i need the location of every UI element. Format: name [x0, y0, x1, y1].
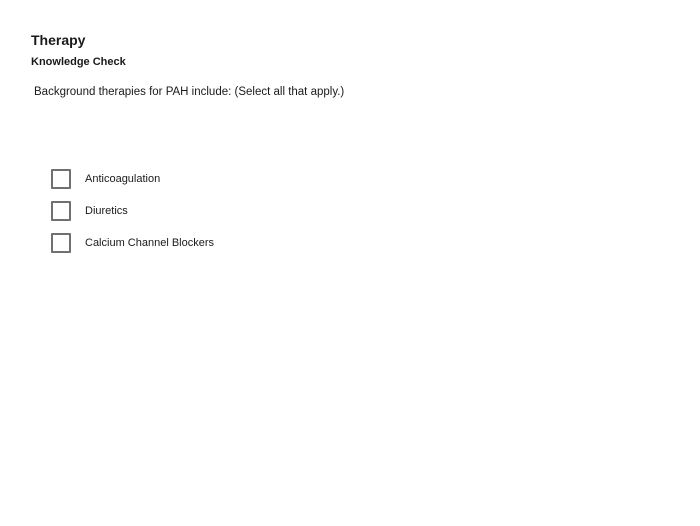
checkbox[interactable] — [51, 201, 71, 221]
option-label: Calcium Channel Blockers — [85, 237, 214, 249]
option-anticoagulation[interactable] — [51, 168, 214, 190]
option-calcium-channel-blockers[interactable] — [51, 232, 214, 254]
option-label: Anticoagulation — [85, 173, 161, 185]
option-label: Diuretics — [85, 205, 128, 217]
answer-options — [51, 168, 214, 264]
knowledge-check-title: Knowledge Check — [31, 56, 126, 68]
option-diuretics[interactable] — [51, 200, 214, 222]
checkbox[interactable] — [51, 233, 71, 253]
checkbox[interactable] — [51, 169, 71, 189]
question-text: Background therapies for PAH include: (Select all that apply.) — [34, 86, 345, 98]
section-title: Therapy — [31, 32, 86, 48]
